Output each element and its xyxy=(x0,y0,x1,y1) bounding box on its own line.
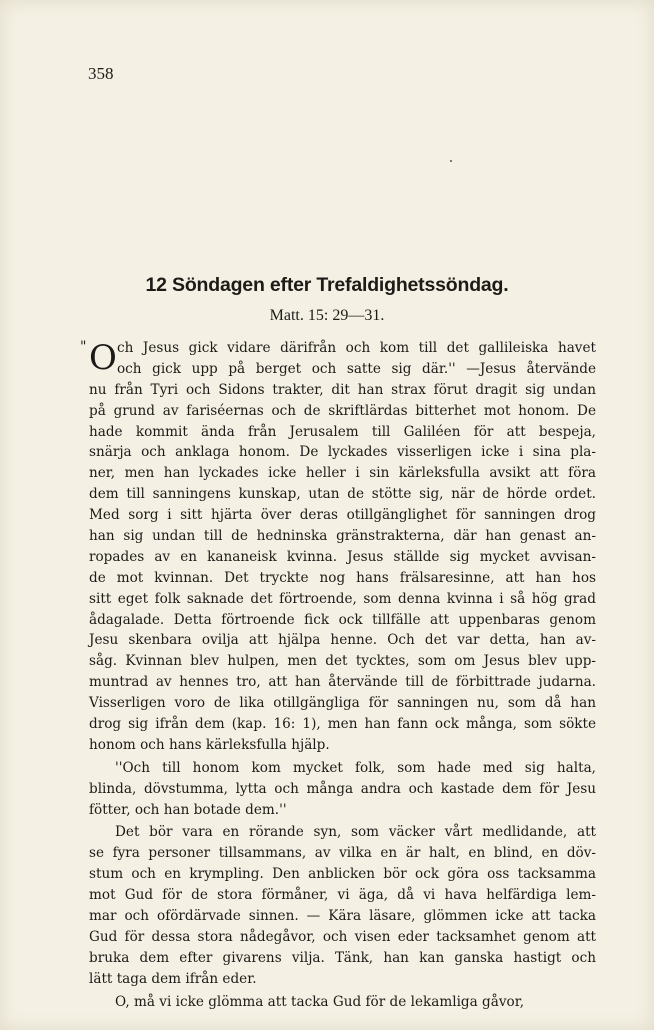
text-line: ner, men han lyckades icke heller i sin kärleksfulla avsikt att föra xyxy=(89,465,596,482)
text-line: sitt eget folk saknade det förtroende, som denna kvinna i så hög grad xyxy=(89,590,596,607)
text-line: Gud för dessa stora nådegåvor, och visen eder tacksamhet genom att xyxy=(89,928,596,945)
text-line: snärja och anklaga honom. De lyckades visserligen icke i sina pla- xyxy=(89,444,596,461)
text-line: Jesu skenbara ovilja att hjälpa henne. Och det var detta, han av- xyxy=(89,632,596,649)
chapter-title: 12 Söndagen efter Trefaldighetssöndag. xyxy=(145,274,509,296)
text-line: ådagalade. Detta förtroende fick ock tillfälle att uppenbaras genom xyxy=(89,611,596,628)
text-line: dem till sanningens kunskap, utan de stötte sig, när de hörde ordet. xyxy=(89,486,596,503)
text-line: blinda, dövstumma, lytta och många andra och kastade dem för Jesu xyxy=(89,780,596,797)
text-line: O, må vi icke glömma att tacka Gud för de lekamliga gåvor, xyxy=(115,993,525,1010)
ink-speck xyxy=(450,160,452,162)
text-line: mar och ofördärvade sinnen. — Kära läsare, glömmen icke att tacka xyxy=(89,908,596,925)
text-line: honom och hans kärleksfulla hjälp. xyxy=(89,736,330,753)
text-line: muntrad av hennes tro, att han återvände till de förbittrade judarna. xyxy=(89,674,596,691)
text-line: och gick upp på berget och satte sig där.'' —Jesus återvände xyxy=(117,360,596,377)
body-text xyxy=(80,338,596,1013)
text-line: se fyra personer tillsammans, av vilka en är halt, en blind, en döv- xyxy=(89,845,596,862)
paragraph xyxy=(89,992,596,1013)
text-line: mot Gud för de stora förmåner, vi äga, då vi hava helfärdiga lem- xyxy=(89,887,596,904)
paragraph xyxy=(89,822,596,989)
opening-paragraph xyxy=(80,338,596,756)
text-line: hade kommit ända från Jerusalem till Galiléen för att bespeja, xyxy=(89,423,596,440)
paragraph-continuation xyxy=(89,380,596,756)
scripture-reference: Matt. 15: 29—31. xyxy=(269,307,385,324)
text-line: drog sig ifrån dem (kap. 16: 1), men han fann ock många, som sökte xyxy=(89,716,596,733)
text-line: på grund av fariséernas och de skriftlärdas bitterhet mot honom. De xyxy=(89,402,596,419)
text-line: bruka dem efter givarens vilja. Tänk, han kan ganska hastigt och xyxy=(89,949,596,966)
text-line: stum och en krympling. Den anblicken bör ock göra oss tacksamma xyxy=(89,866,596,883)
text-line: de mot kvinnan. Det tryckte nog hans frälsaresinne, att han hos xyxy=(89,569,596,586)
text-line: ch Jesus gick vidare därifrån och kom till det gallileiska havet xyxy=(117,340,596,356)
paragraph xyxy=(89,758,596,821)
text-line: Med sorg i sitt hjärta över deras otillgänglighet för sanningen drog xyxy=(89,507,596,524)
text-line: fötter, och han botade dem.'' xyxy=(89,801,287,818)
text-line: Det bör vara en rörande syn, som väcker vårt medlidande, att xyxy=(115,824,596,841)
text-line: lätt taga dem ifrån eder. xyxy=(89,970,257,987)
text-line: ''Och till honom kom mycket folk, som hade med sig halta, xyxy=(115,759,596,776)
text-line: nu från Tyri och Sidons trakter, dit han strax förut dragit sig undan xyxy=(89,381,596,398)
text-line: ropades av en kananeisk kvinna. Jesus ställde sig mycket avvisan- xyxy=(89,548,596,565)
opening-quote-mark: " xyxy=(80,339,87,355)
page-number: 358 xyxy=(88,64,114,83)
drop-cap: O xyxy=(89,338,117,378)
text-line: Visserligen voro de lika otillgängliga för sanningen nu, som då han xyxy=(89,695,596,712)
text-line: han sig undan till de hedninska gränstrakterna, där han genast an- xyxy=(89,528,596,545)
text-line: såg. Kvinnan blev hulpen, men det tycktes, som om Jesus blev upp- xyxy=(89,653,596,670)
